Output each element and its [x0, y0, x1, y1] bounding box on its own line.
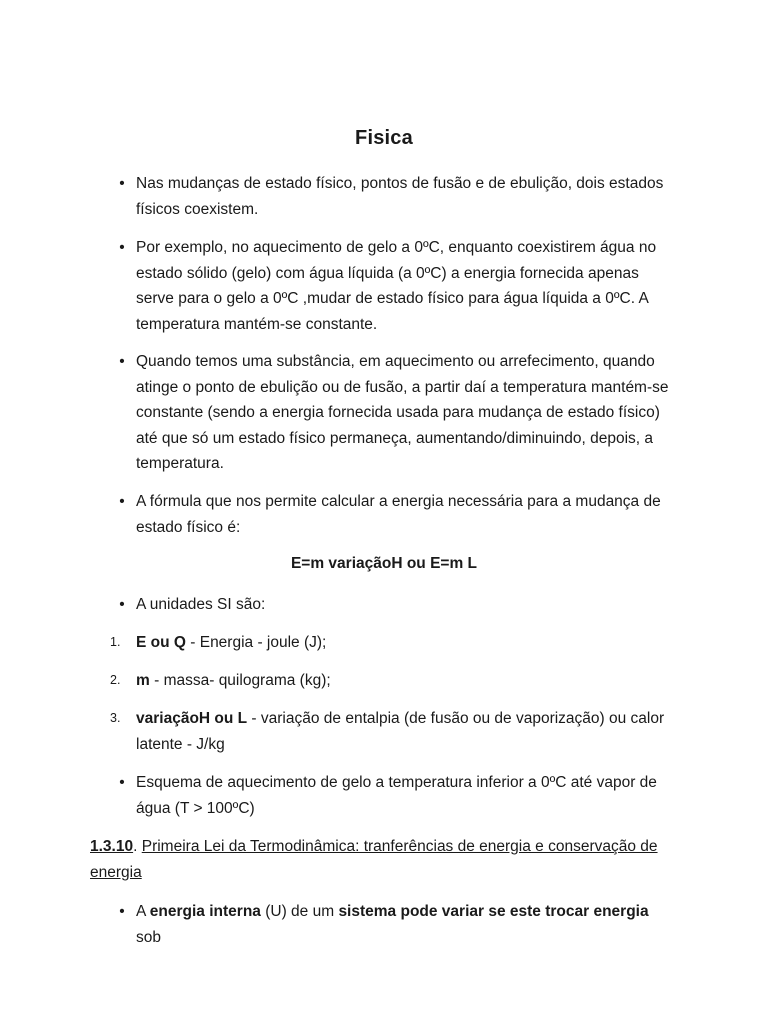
list-item [119, 770, 676, 821]
page-title: Fisica [355, 127, 413, 149]
list-item [119, 171, 676, 222]
unit-term: m [136, 672, 150, 689]
unit-description: - massa- quilograma (kg); [149, 672, 331, 689]
numbered-item [110, 668, 676, 694]
bullet-marker: • [119, 239, 125, 256]
list-item-text: Quando temos uma substância, em aquecimento ou arrefecimento, quando atinge o ponto de ebulição ou de fusão, a partir daí a temperatura mantém-se constante (sendo a energia fornecida usada para mudança de estado físico) até que só um estado físico permaneça, aumentando/diminuindo, depois, a temperatura. [136, 353, 669, 473]
text-run: (U) de um [260, 903, 339, 920]
numbered-item [110, 706, 676, 757]
bold-term: energia interna [149, 903, 261, 920]
section-number: 1.3.10 [90, 838, 134, 855]
list-item [119, 592, 676, 618]
list-item-text: A unidades SI são: [136, 596, 266, 613]
section-title: Primeira Lei da Termodinâmica: tranferências de energia e conservação de energia [90, 838, 658, 881]
unit-term: variaçãoH ou L [136, 710, 248, 727]
list-item-text: A fórmula que nos permite calcular a energia necessária para a mudança de estado físico é: [136, 493, 661, 536]
item-number: 1. [110, 635, 121, 649]
text-run: sob [136, 928, 161, 946]
list-item [119, 235, 676, 337]
bullet-marker: • [119, 353, 125, 370]
unit-description: - Energia - joule (J); [185, 634, 327, 651]
bullet-marker: • [119, 493, 125, 510]
section-dot: . [133, 838, 142, 855]
list-item-text: Por exemplo, no aquecimento de gelo a 0ºC, enquanto coexistirem água no estado sólido (gelo) com água líquida (a 0ºC) a energia fornecida apenas serve para o gelo a 0ºC ,mudar de estado físico para água líquida a 0ºC. A temperatura mantém-se constante. [136, 239, 657, 333]
item-number: 3. [110, 711, 121, 725]
bullet-marker: • [119, 903, 125, 920]
list-item-text: Esquema de aquecimento de gelo a temperatura inferior a 0ºC até vapor de água (T > 100ºC) [136, 774, 657, 817]
section-heading [90, 834, 680, 885]
unit-term: E ou Q [136, 634, 186, 651]
text-run: A [136, 903, 150, 920]
list-item-text: Nas mudanças de estado físico, pontos de fusão e de ebulição, dois estados físicos coexistem. [136, 175, 664, 218]
item-number: 2. [110, 673, 121, 687]
numbered-item [110, 630, 676, 656]
formula: E=m variaçãoH ou E=m L [290, 555, 478, 572]
list-item [119, 489, 676, 540]
unit-description: - variação de entalpia (de fusão ou de vaporização) ou calor latente - J/kg [136, 710, 665, 753]
bullet-marker: • [119, 774, 125, 791]
list-item [119, 899, 676, 950]
bullet-marker: • [119, 175, 125, 192]
bold-term: sistema pode variar se este trocar energia [338, 903, 649, 920]
bullet-marker: • [119, 596, 125, 613]
list-item [119, 349, 676, 477]
